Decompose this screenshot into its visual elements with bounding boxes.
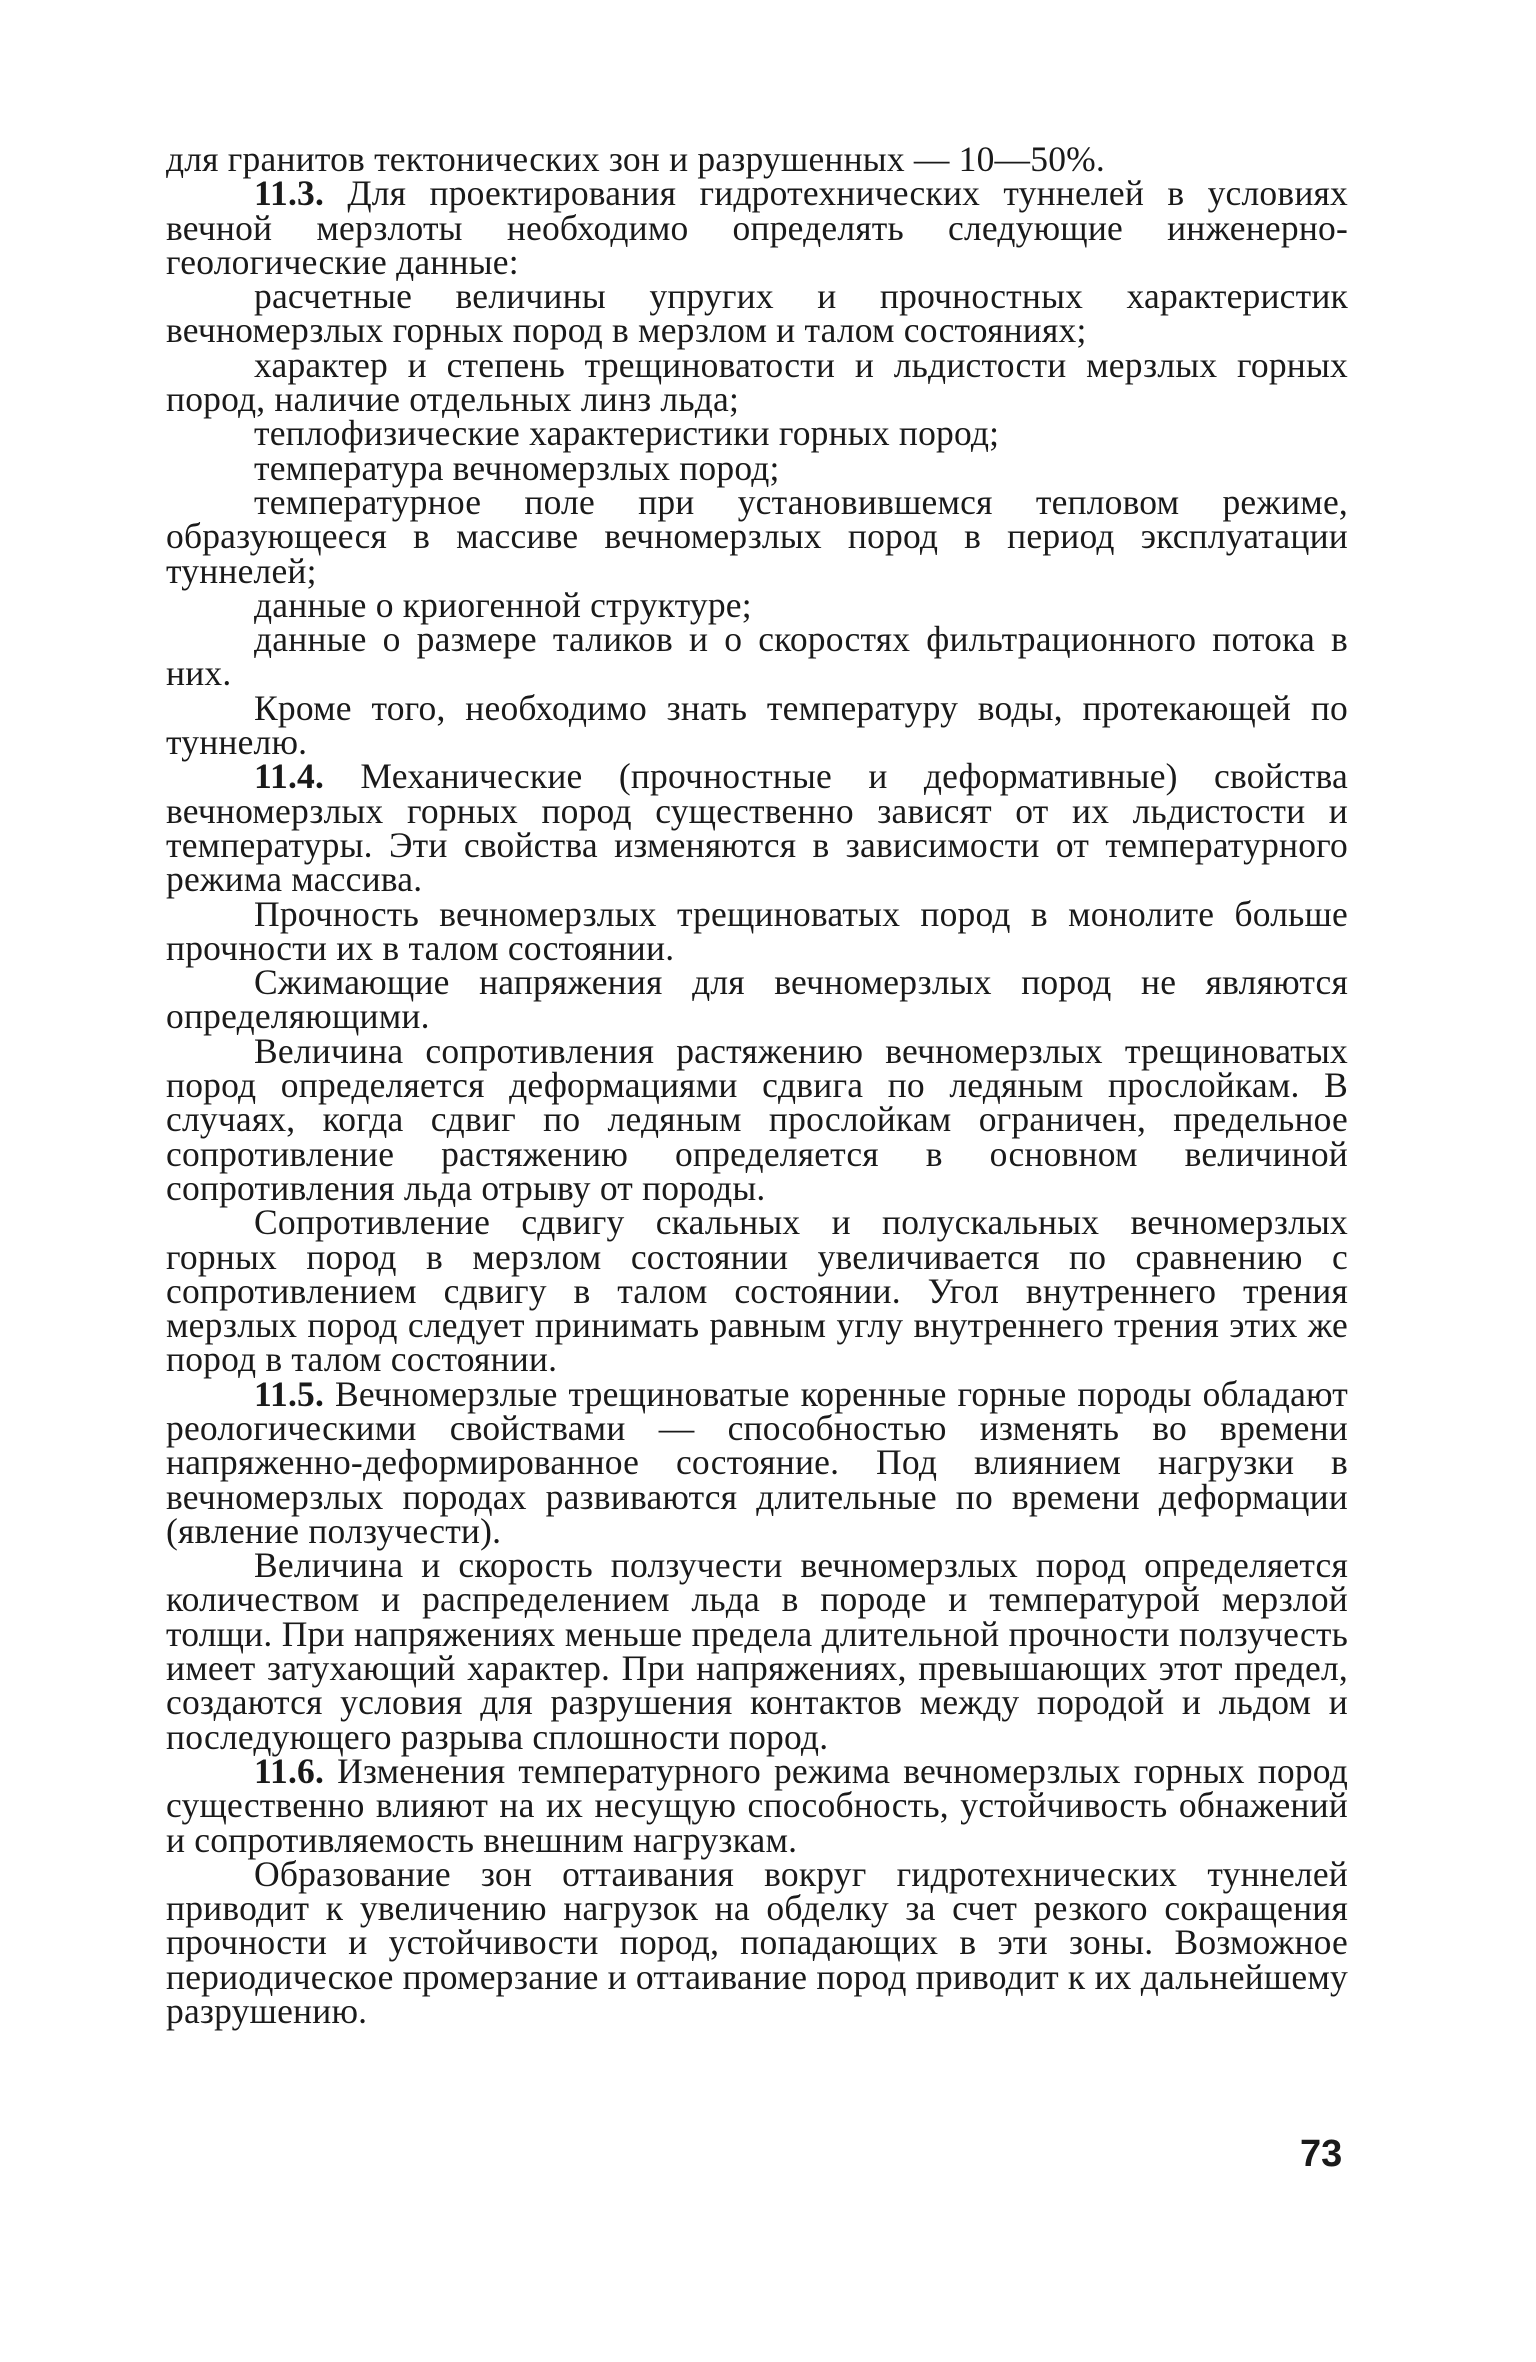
section-number: 11.4. bbox=[254, 756, 325, 797]
paragraph-strength bbox=[166, 893, 1348, 968]
paragraph-text: данные о размере таликов и о скоростях фильтрационного потока в них. bbox=[166, 619, 1348, 694]
paragraph-text: Механические (прочностные и деформативные) свойства вечномерзлых горных пород существенно зависят от их льдистости и температуры. Эти свойства изменяются в зависимости от температурного режима массива. bbox=[166, 756, 1348, 900]
paragraph-text: температура вечномерзлых пород; bbox=[254, 447, 780, 488]
list-item-thermophysical bbox=[166, 413, 1348, 454]
section-number: 11.3. bbox=[254, 173, 325, 214]
paragraph-text: данные о криогенной структуре; bbox=[254, 584, 752, 625]
paragraph-text: температурное поле при установившемся тепловом режиме, образующееся в массиве вечномерзлых пород в период эксплуатации туннелей; bbox=[166, 481, 1348, 591]
list-item-fracturing bbox=[166, 344, 1348, 420]
paragraph-text: Вечномерзлые трещиноватые коренные горные породы обладают реологическими свойствами — способностью изменять во времени напряженно-деформированное состояние. Под влиянием нагрузки в вечномерзлых породах развиваются длительные по времени деформации (явление ползучести). bbox=[166, 1373, 1348, 1551]
paragraph-text: Прочность вечномерзлых трещиноватых пород в монолите больше прочности их в талом состоянии. bbox=[166, 893, 1348, 968]
paragraph-shear bbox=[166, 1202, 1348, 1380]
paragraph-text: Для проектирования гидротехнических туннелей в условиях вечной мерзлоты необходимо определять следующие инженерно-геологические данные: bbox=[166, 173, 1348, 282]
paragraph-0 bbox=[166, 139, 1348, 179]
paragraph-text: Кроме того, необходимо знать температуру воды, протекающей по туннелю. bbox=[166, 687, 1348, 763]
list-item-elastic-properties bbox=[166, 276, 1348, 351]
paragraph-11-6 bbox=[166, 1750, 1348, 1860]
page-body bbox=[166, 139, 1348, 2032]
paragraph-text: теплофизические характеристики горных пород; bbox=[254, 413, 1000, 454]
section-number: 11.5. bbox=[254, 1373, 325, 1414]
paragraph-thawing-zones bbox=[166, 1853, 1348, 2032]
list-item-taliks bbox=[166, 619, 1348, 694]
paragraph-text: Величина и скорость ползучести вечномерзлых пород определяется количеством и распределением льда в породе и температурой мерзлой толщи. При напряжениях меньше предела длительной прочности ползучесть имеет затухающий характер. При напряжениях, превышающих этот предел, создаются условия для разрушения контактов между породой и льдом и последующего разрыва сплошности пород. bbox=[166, 1545, 1348, 1757]
paragraph-text: расчетные величины упругих и прочностных характеристик вечномерзлых горных пород в мерзлом и талом состояниях; bbox=[166, 276, 1348, 351]
section-number: 11.6. bbox=[254, 1750, 325, 1791]
page-number: 73 bbox=[1300, 2133, 1343, 2175]
paragraph-tension bbox=[166, 1030, 1348, 1208]
list-item-temperature bbox=[166, 447, 1348, 488]
paragraph-compression bbox=[166, 962, 1348, 1037]
paragraph-text: характер и степень трещиноватости и льдистости мерзлых горных пород, наличие отдельных линз льда; bbox=[166, 344, 1348, 420]
list-item-temperature-field bbox=[166, 481, 1348, 591]
paragraph-water-temperature bbox=[166, 687, 1348, 763]
paragraph-11-4 bbox=[166, 756, 1348, 900]
paragraph-creep bbox=[166, 1545, 1348, 1757]
paragraph-text: Изменения температурного режима вечномерзлых горных пород существенно влияют на их несущую способность, устойчивость обнажений и сопротивляемость внешним нагрузкам. bbox=[166, 1750, 1348, 1860]
paragraph-11-3 bbox=[166, 173, 1348, 282]
paragraph-text: Образование зон оттаивания вокруг гидротехнических туннелей приводит к увеличению нагрузок на обделку за счет резкого сокращения прочности и устойчивости пород, попадающих в эти зоны. Возможное периодическое промерзание и оттаивание пород приводит к их дальнейшему разрушению. bbox=[166, 1853, 1348, 2032]
paragraph-11-5 bbox=[166, 1373, 1348, 1551]
paragraph-text: Сопротивление сдвигу скальных и полускальных вечномерзлых горных пород в мерзлом состоянии увеличивается по сравнению с сопротивлением сдвигу в талом состоянии. Угол внутреннего трения мерзлых пород следует принимать равным углу внутреннего трения этих же пород в талом состоянии. bbox=[166, 1202, 1348, 1380]
paragraph-text: Величина сопротивления растяжению вечномерзлых трещиноватых пород определяется деформациями сдвига по ледяным прослойкам. В случаях, когда сдвиг по ледяным прослойкам ограничен, предельное сопротивление растяжению определяется в основном величиной сопротивления льда отрыву от породы. bbox=[166, 1030, 1348, 1208]
paragraph-text: для гранитов тектонических зон и разрушенных — 10—50%. bbox=[166, 139, 1105, 179]
paragraph-text: Сжимающие напряжения для вечномерзлых пород не являются определяющими. bbox=[166, 962, 1348, 1037]
list-item-cryogenic bbox=[166, 584, 1348, 625]
